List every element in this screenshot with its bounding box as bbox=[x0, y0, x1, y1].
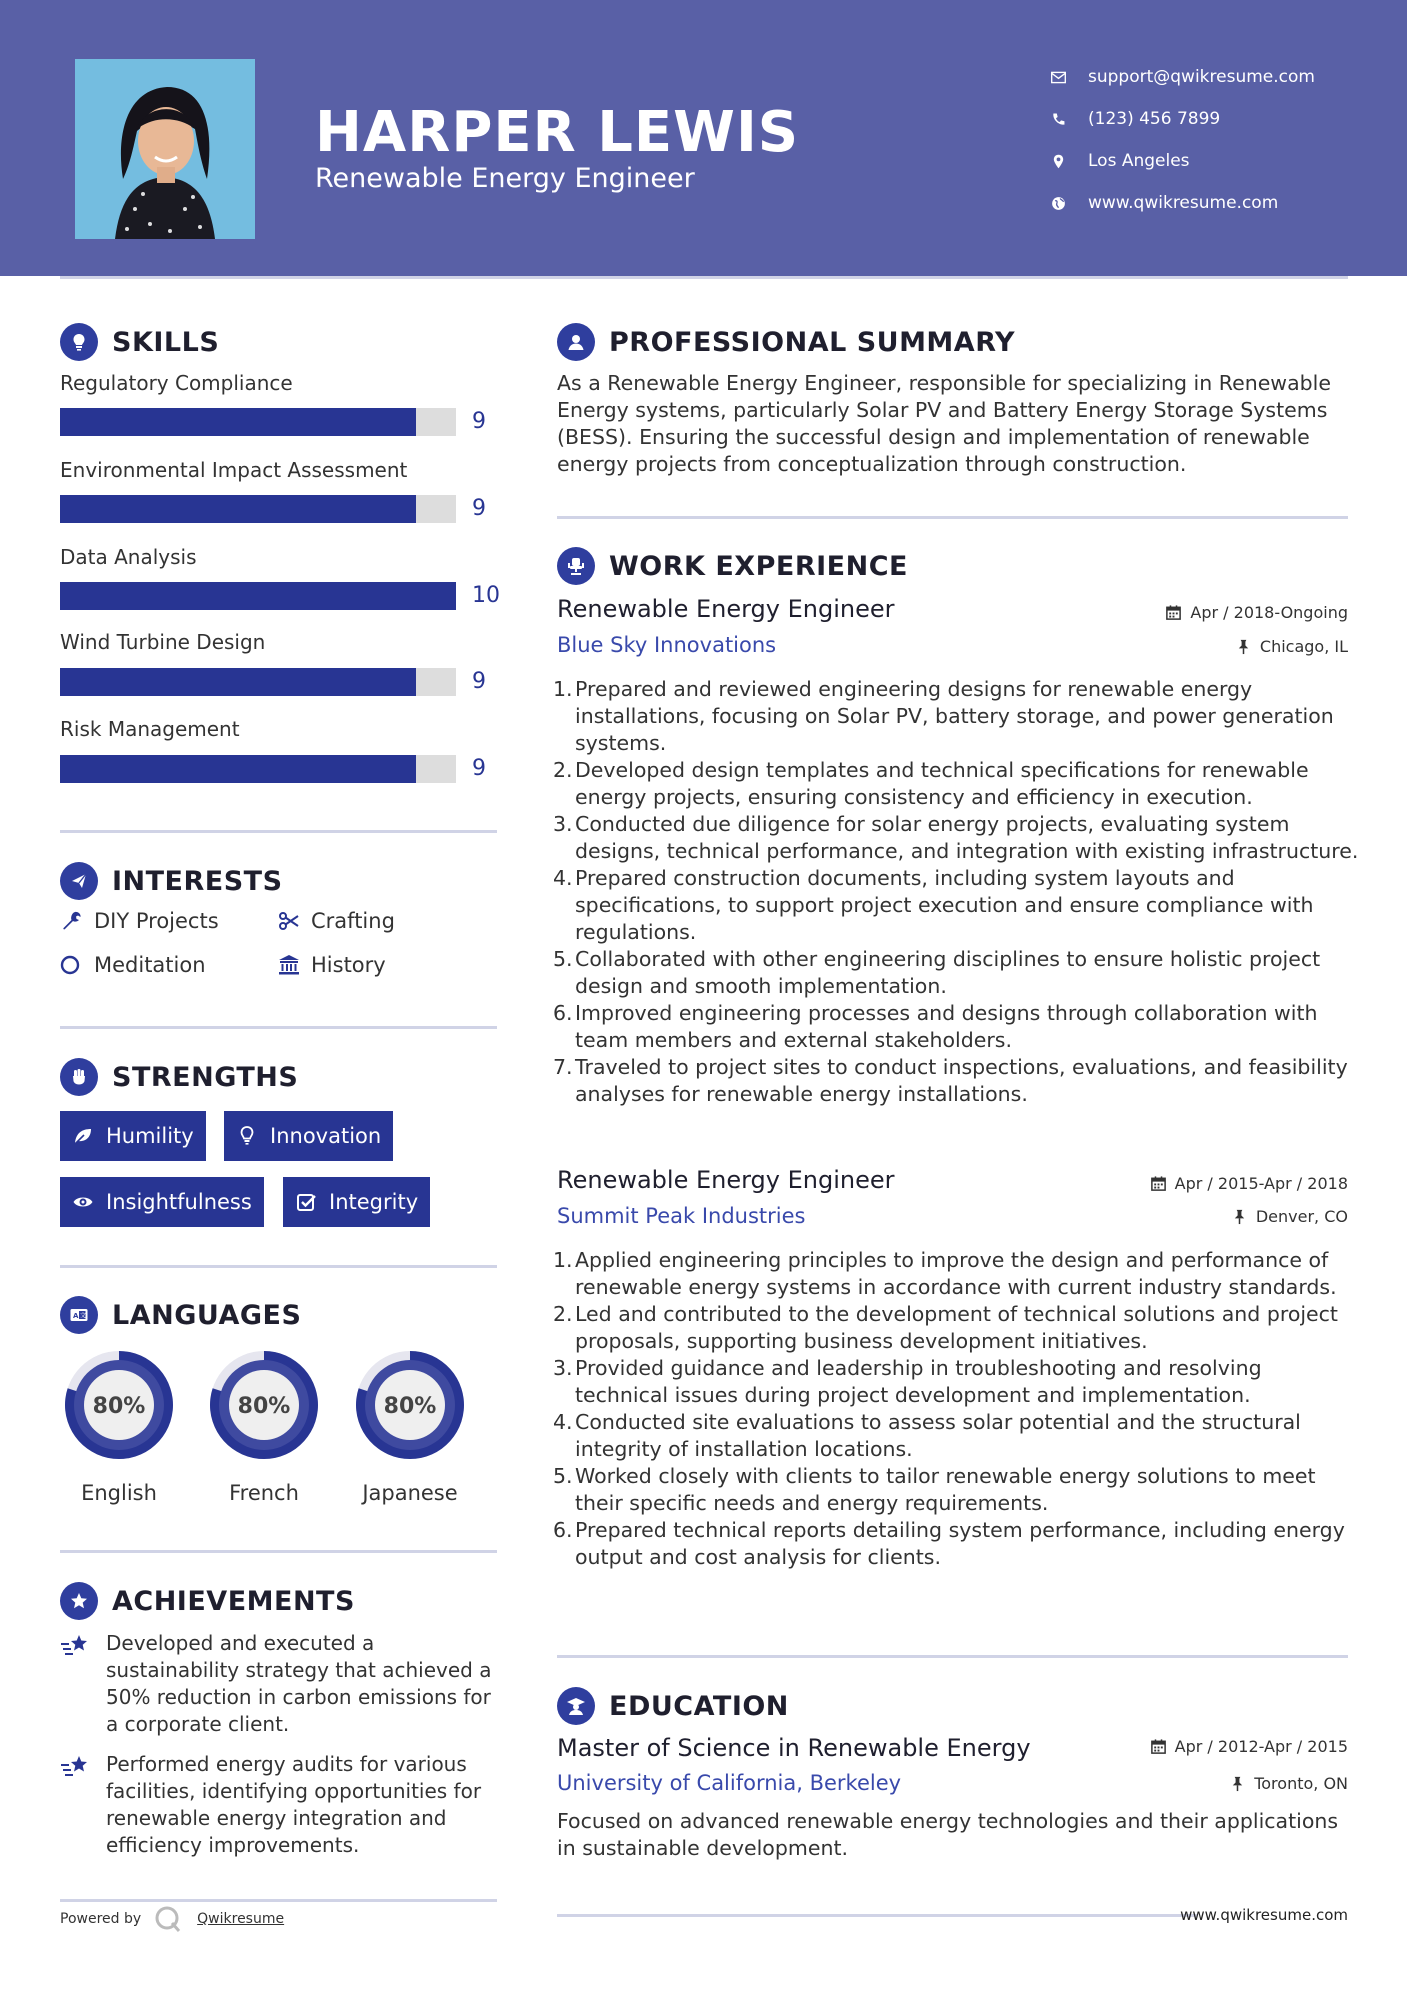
circle-icon bbox=[60, 953, 84, 977]
job-dates bbox=[1165, 603, 1348, 622]
languages-heading bbox=[60, 1296, 301, 1334]
summary-heading bbox=[557, 323, 1015, 361]
shooting-star-icon bbox=[60, 1632, 92, 1660]
degree-title: Master of Science in Renewable Energy bbox=[557, 1734, 1031, 1762]
education-dates-text: Apr / 2012-Apr / 2015 bbox=[1174, 1737, 1348, 1756]
skill-value: 9 bbox=[472, 669, 486, 694]
skill-bar bbox=[60, 408, 456, 436]
achievement-item bbox=[60, 1751, 500, 1859]
svg-text:A: A bbox=[73, 1312, 79, 1320]
education-dates bbox=[1150, 1737, 1348, 1756]
education-location-text: Toronto, ON bbox=[1254, 1774, 1348, 1793]
strength-tag bbox=[60, 1177, 264, 1227]
list-item: 6. Prepared technical reports detailing system performance, including energy output and cost analysis for clients. bbox=[553, 1518, 1345, 1569]
map-marker-icon bbox=[1050, 153, 1088, 170]
office-chair-icon bbox=[557, 547, 595, 585]
candidate-role: Renewable Energy Engineer bbox=[315, 163, 695, 194]
list-item: 6. Improved engineering processes and designs through collaboration with team members and external stakeholders. bbox=[553, 1001, 1318, 1052]
skill-name: Risk Management bbox=[60, 717, 240, 741]
graduate-icon bbox=[557, 1687, 595, 1725]
contact-list bbox=[1050, 56, 1380, 224]
list-item: 1. Applied engineering principles to improve the design and performance of renewable energy systems in accordance with current industry standards. bbox=[553, 1248, 1337, 1299]
interests-title: INTERESTS bbox=[112, 865, 283, 897]
skill-name: Data Analysis bbox=[60, 545, 197, 569]
profile-photo bbox=[75, 59, 255, 239]
job-title: Renewable Energy Engineer bbox=[557, 595, 895, 623]
languages-title: LANGUAGES bbox=[112, 1299, 302, 1331]
skills-heading bbox=[60, 323, 219, 361]
job-title: Renewable Energy Engineer bbox=[557, 1166, 895, 1194]
school-name: University of California, Berkeley bbox=[557, 1771, 902, 1795]
svg-text:文: 文 bbox=[80, 1312, 87, 1320]
contact-website[interactable] bbox=[1050, 182, 1380, 224]
phone-icon bbox=[1050, 111, 1088, 128]
qwikresume-logo-icon bbox=[153, 1904, 183, 1934]
lightbulb-icon bbox=[60, 323, 98, 361]
strength-tag bbox=[283, 1177, 430, 1227]
achievement-text: Performed energy audits for various facilities, identifying opportunities for renewable energy integration and efficiency improvements. bbox=[106, 1752, 482, 1857]
education-location bbox=[1229, 1774, 1348, 1793]
shooting-star-icon bbox=[60, 1753, 92, 1781]
interest-item bbox=[277, 909, 395, 933]
envelope-icon bbox=[1050, 69, 1088, 86]
job-dates-text: Apr / 2018-Ongoing bbox=[1190, 603, 1348, 622]
skill-bar bbox=[60, 582, 456, 610]
summary-title: PROFESSIONAL SUMMARY bbox=[609, 326, 1016, 358]
strength-label: Humility bbox=[106, 1124, 194, 1148]
star-badge-icon bbox=[60, 1582, 98, 1620]
achievements-heading bbox=[60, 1582, 355, 1620]
footer-divider bbox=[557, 1914, 1197, 1917]
education-title: EDUCATION bbox=[609, 1690, 789, 1722]
calendar-icon bbox=[1150, 1175, 1167, 1192]
list-item: 5. Collaborated with other engineering disciplines to ensure holistic project design and smooth implementation. bbox=[553, 947, 1321, 998]
list-item: 7. Traveled to project sites to conduct inspections, evaluations, and feasibility analyses for renewable energy installations. bbox=[553, 1055, 1348, 1106]
user-icon bbox=[557, 323, 595, 361]
list-item: 2. Developed design templates and technical specifications for renewable energy projects, ensuring consistency and efficiency in execution. bbox=[553, 758, 1309, 809]
scissors-icon bbox=[277, 909, 301, 933]
job-location-text: Chicago, IL bbox=[1259, 637, 1348, 656]
check-square-icon bbox=[295, 1191, 317, 1213]
resume-header bbox=[0, 0, 1407, 276]
list-item: 3. Conducted due diligence for solar energy projects, evaluating system designs, technical performance, and integration with existing infrastructure. bbox=[553, 812, 1359, 863]
calendar-icon bbox=[1150, 1738, 1167, 1755]
interests-heading bbox=[60, 862, 283, 900]
job-dates bbox=[1150, 1174, 1348, 1193]
achievement-text: Developed and executed a sustainability strategy that achieved a 50% reduction in carbon emissions for a corporate client. bbox=[106, 1631, 492, 1736]
skill-bar bbox=[60, 495, 456, 523]
list-item: 2. Led and contributed to the development of technical solutions and project proposals, supporting business development initiatives. bbox=[553, 1302, 1338, 1353]
interest-label: Meditation bbox=[94, 953, 206, 977]
language-percent: 80% bbox=[383, 1394, 437, 1419]
strength-tag bbox=[224, 1111, 393, 1161]
powered-by-link[interactable]: Qwikresume bbox=[197, 1911, 285, 1927]
list-item: 5. Worked closely with clients to tailor renewable energy solutions to meet their specific needs and energy requirements. bbox=[553, 1464, 1316, 1515]
education-description: Focused on advanced renewable energy technologies and their applications in sustainable development. bbox=[557, 1809, 1339, 1860]
contact-email-text: support@qwikresume.com bbox=[1088, 67, 1315, 87]
strengths-heading bbox=[60, 1058, 298, 1096]
education-heading bbox=[557, 1687, 789, 1725]
experience-heading bbox=[557, 547, 908, 585]
strength-tag bbox=[60, 1111, 206, 1161]
interest-label: History bbox=[311, 953, 386, 977]
company-name: Summit Peak Industries bbox=[557, 1204, 806, 1228]
eye-icon bbox=[72, 1191, 94, 1213]
job-location bbox=[1231, 1207, 1348, 1226]
language-percent: 80% bbox=[92, 1394, 146, 1419]
candidate-name: HARPER LEWIS bbox=[315, 100, 800, 165]
section-divider bbox=[60, 1550, 497, 1553]
section-divider bbox=[60, 1899, 497, 1902]
fist-icon bbox=[60, 1058, 98, 1096]
strength-label: Insightfulness bbox=[106, 1190, 252, 1214]
list-item: 4. Conducted site evaluations to assess solar potential and the structural integrity of installation locations. bbox=[553, 1410, 1301, 1461]
skill-name: Environmental Impact Assessment bbox=[60, 458, 408, 482]
language-name: French bbox=[229, 1481, 299, 1505]
interest-label: Crafting bbox=[311, 909, 395, 933]
job-location bbox=[1235, 637, 1348, 656]
skills-title: SKILLS bbox=[112, 326, 220, 358]
interest-label: DIY Projects bbox=[94, 909, 219, 933]
language-icon bbox=[60, 1296, 98, 1334]
skill-bar-fill bbox=[60, 755, 416, 783]
pushpin-icon bbox=[1231, 1208, 1248, 1225]
summary-text: As a Renewable Energy Engineer, responsible for specializing in Renewable Energy systems, particularly Solar PV and Battery Energy Storage Systems (BESS). Ensuring the successful design and implementation of renewable energy projects from conceptualization through construction. bbox=[557, 371, 1331, 476]
skill-bar-fill bbox=[60, 408, 416, 436]
strength-label: Integrity bbox=[329, 1190, 419, 1214]
globe-icon bbox=[1050, 195, 1088, 212]
contact-phone-text: (123) 456 7899 bbox=[1088, 109, 1221, 129]
language-item bbox=[350, 1345, 470, 1505]
skill-bar-fill bbox=[60, 668, 416, 696]
leaf-icon bbox=[72, 1125, 94, 1147]
skill-bar bbox=[60, 668, 456, 696]
list-item: 1. Prepared and reviewed engineering designs for renewable energy installations, focusing on Solar PV, battery storage, and power generation systems. bbox=[553, 677, 1334, 755]
section-divider bbox=[557, 516, 1348, 519]
achievements-title: ACHIEVEMENTS bbox=[112, 1585, 355, 1617]
language-item bbox=[59, 1345, 179, 1505]
pushpin-icon bbox=[1229, 1775, 1246, 1792]
achievement-item bbox=[60, 1630, 500, 1738]
contact-phone[interactable] bbox=[1050, 98, 1380, 140]
interest-item bbox=[60, 953, 206, 977]
language-item bbox=[204, 1345, 324, 1505]
skill-bar-fill bbox=[60, 495, 416, 523]
section-divider bbox=[60, 1026, 497, 1029]
skill-bar-fill bbox=[60, 582, 456, 610]
strength-label: Innovation bbox=[270, 1124, 382, 1148]
job-dates-text: Apr / 2015-Apr / 2018 bbox=[1174, 1174, 1348, 1193]
skill-name: Regulatory Compliance bbox=[60, 371, 293, 395]
contact-location-text: Los Angeles bbox=[1088, 151, 1190, 171]
skill-name: Wind Turbine Design bbox=[60, 630, 266, 654]
skill-bar bbox=[60, 755, 456, 783]
lightbulb-icon bbox=[236, 1125, 258, 1147]
footer-website[interactable]: www.qwikresume.com bbox=[1180, 1906, 1348, 1924]
language-ring bbox=[204, 1345, 324, 1465]
header-divider bbox=[60, 276, 1348, 279]
list-item: 4. Prepared construction documents, including system layouts and specifications, to support project execution and ensure compliance with regulations. bbox=[553, 866, 1314, 944]
skill-value: 9 bbox=[472, 756, 486, 781]
section-divider bbox=[60, 1265, 497, 1268]
language-ring bbox=[350, 1345, 470, 1465]
contact-email[interactable] bbox=[1050, 56, 1380, 98]
powered-by-label: Powered by bbox=[60, 1911, 142, 1927]
contact-website-text: www.qwikresume.com bbox=[1088, 193, 1279, 213]
interest-item bbox=[60, 909, 219, 933]
job-responsibilities bbox=[553, 1247, 1359, 1571]
section-divider bbox=[60, 830, 497, 833]
list-item: 3. Provided guidance and leadership in troubleshooting and resolving technical issues during project development and implementation. bbox=[553, 1356, 1262, 1407]
calendar-icon bbox=[1165, 604, 1182, 621]
section-divider bbox=[557, 1655, 1348, 1658]
pushpin-icon bbox=[1235, 638, 1252, 655]
powered-by bbox=[60, 1904, 284, 1934]
skill-value: 9 bbox=[472, 409, 486, 434]
strengths-title: STRENGTHS bbox=[112, 1061, 299, 1093]
wrench-icon bbox=[60, 909, 84, 933]
skill-value: 9 bbox=[472, 496, 486, 521]
language-ring bbox=[59, 1345, 179, 1465]
institution-icon bbox=[277, 953, 301, 977]
language-percent: 80% bbox=[237, 1394, 291, 1419]
job-responsibilities bbox=[553, 676, 1359, 1108]
paper-plane-icon bbox=[60, 862, 98, 900]
skill-value: 10 bbox=[472, 583, 500, 608]
company-name: Blue Sky Innovations bbox=[557, 633, 777, 657]
job-location-text: Denver, CO bbox=[1255, 1207, 1348, 1226]
language-name: English bbox=[81, 1481, 157, 1505]
language-name: Japanese bbox=[362, 1481, 458, 1505]
interest-item bbox=[277, 953, 386, 977]
contact-location bbox=[1050, 140, 1380, 182]
experience-title: WORK EXPERIENCE bbox=[609, 550, 908, 582]
